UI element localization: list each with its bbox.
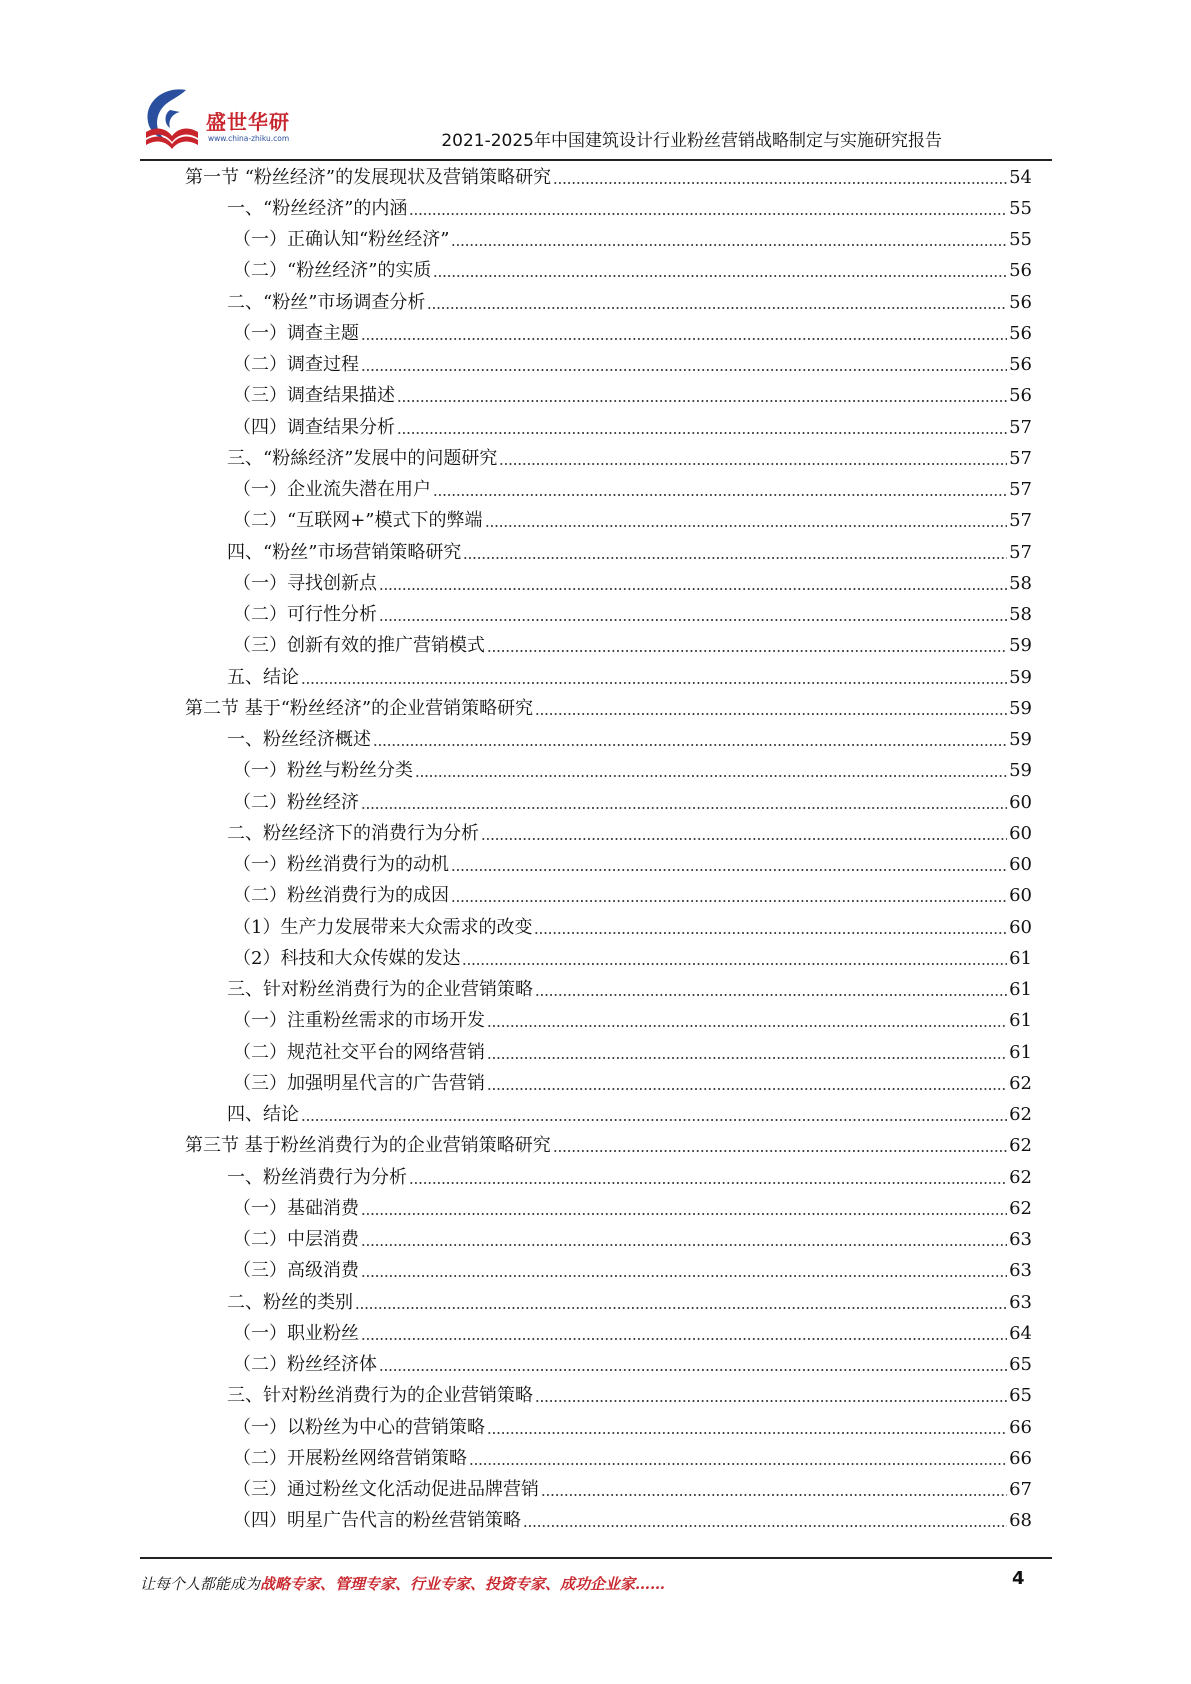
toc-entry-page: 60 <box>1009 885 1032 907</box>
toc-entry-title: （一）寻找创新点 <box>233 572 377 594</box>
toc-dot-leader <box>462 952 1007 966</box>
report-title: 2021-2025年中国建筑设计行业粉丝营销战略制定与实施研究报告 <box>441 131 942 151</box>
toc-entry-page: 57 <box>1009 447 1032 469</box>
toc-entry[interactable] <box>185 1506 1032 1537</box>
toc-entry-title: （三）调查结果描述 <box>233 385 395 407</box>
company-logo <box>140 84 310 154</box>
footer-slogan-highlight: 战略专家、管理专家、行业专家、投资专家、成功企业家…… <box>260 1575 666 1593</box>
toc-dot-leader <box>523 1514 1007 1528</box>
toc-entry[interactable] <box>185 881 1032 912</box>
footer-slogan-prefix: 让每个人都能成为 <box>140 1575 261 1593</box>
toc-entry-page: 60 <box>1009 916 1032 938</box>
toc-entry-title: （2）科技和大众传媒的发达 <box>233 947 461 969</box>
toc-entry-page: 56 <box>1009 385 1032 407</box>
toc-entry-page: 67 <box>1009 1479 1032 1501</box>
toc-entry-title: （二）粉丝经济 <box>233 791 359 813</box>
toc-entry[interactable] <box>185 1068 1032 1099</box>
toc-entry-title: 二、粉丝经济下的消费行为分析 <box>227 822 479 844</box>
logo-emblem-icon <box>140 84 206 154</box>
toc-entry-page: 57 <box>1009 416 1032 438</box>
toc-entry-page: 60 <box>1009 822 1032 844</box>
toc-entry-page: 55 <box>1009 229 1032 251</box>
toc-entry-title: （四）调查结果分析 <box>233 416 395 438</box>
toc-entry-title: 四、“粉丝”市场营销策略研究 <box>227 541 462 563</box>
toc-entry-page: 55 <box>1009 197 1032 219</box>
toc-dot-leader <box>379 608 1007 622</box>
toc-entry-page: 62 <box>1009 1197 1032 1219</box>
toc-dot-leader <box>485 514 1008 528</box>
toc-entry[interactable] <box>185 1318 1032 1349</box>
toc-entry-title: （二）“互联网+”模式下的弊端 <box>233 510 483 532</box>
toc-entry-title: 一、粉丝消费行为分析 <box>227 1166 407 1188</box>
toc-entry-title: （二）可行性分析 <box>233 604 377 626</box>
toc-entry-title: （二）粉丝经济体 <box>233 1354 377 1376</box>
toc-dot-leader <box>487 1421 1007 1435</box>
toc-entry-page: 62 <box>1009 1135 1032 1157</box>
toc-dot-leader <box>487 1077 1007 1091</box>
toc-entry[interactable] <box>185 193 1032 224</box>
toc-entry[interactable] <box>185 475 1032 506</box>
toc-entry[interactable] <box>185 1412 1032 1443</box>
toc-entry-title: （三）通过粉丝文化活动促进品牌营销 <box>233 1479 539 1501</box>
toc-dot-leader <box>361 1233 1007 1247</box>
toc-dot-leader <box>397 389 1007 403</box>
toc-entry[interactable] <box>185 287 1032 318</box>
toc-dot-leader <box>469 1452 1007 1466</box>
toc-dot-leader <box>379 1358 1007 1372</box>
toc-entry-page: 63 <box>1009 1291 1032 1313</box>
toc-entry[interactable] <box>185 850 1032 881</box>
toc-entry[interactable] <box>185 1162 1032 1193</box>
toc-entry-page: 59 <box>1009 729 1032 751</box>
table-of-contents <box>185 162 1032 1537</box>
toc-entry-page: 59 <box>1009 760 1032 782</box>
toc-entry[interactable] <box>185 818 1032 849</box>
toc-entry[interactable] <box>185 1037 1032 1068</box>
toc-entry[interactable] <box>185 600 1032 631</box>
toc-entry-title: 二、“粉丝”市场调查分析 <box>227 291 426 313</box>
toc-entry[interactable] <box>185 1287 1032 1318</box>
toc-entry-title: （一）基础消费 <box>233 1197 359 1219</box>
toc-entry-page: 62 <box>1009 1072 1032 1094</box>
toc-entry[interactable] <box>185 568 1032 599</box>
footer-slogan <box>140 1573 665 1594</box>
toc-dot-leader <box>535 983 1007 997</box>
toc-entry-title: 第三节 基于粉丝消费行为的企业营销策略研究 <box>185 1135 551 1157</box>
toc-entry[interactable] <box>185 693 1032 724</box>
toc-entry[interactable] <box>185 225 1032 256</box>
toc-entry-title: （一）粉丝与粉丝分类 <box>233 760 413 782</box>
toc-dot-leader <box>553 171 1007 185</box>
toc-entry-page: 56 <box>1009 260 1032 282</box>
toc-entry-title: 一、粉丝经济概述 <box>227 729 371 751</box>
toc-entry[interactable] <box>185 756 1032 787</box>
toc-entry[interactable] <box>185 381 1032 412</box>
toc-entry-page: 59 <box>1009 666 1032 688</box>
toc-dot-leader <box>433 264 1007 278</box>
toc-entry-title: （二）中层消费 <box>233 1229 359 1251</box>
toc-dot-leader <box>499 452 1007 466</box>
toc-dot-leader <box>541 1483 1007 1497</box>
toc-entry[interactable] <box>185 1225 1032 1256</box>
toc-entry-title: （一）调查主题 <box>233 322 359 344</box>
toc-entry-page: 56 <box>1009 322 1032 344</box>
toc-entry[interactable] <box>185 350 1032 381</box>
header-divider <box>140 159 1052 161</box>
toc-entry[interactable] <box>185 537 1032 568</box>
toc-dot-leader <box>355 1296 1007 1310</box>
toc-entry-page: 59 <box>1009 635 1032 657</box>
toc-entry-page: 59 <box>1009 697 1032 719</box>
toc-entry[interactable] <box>185 412 1032 443</box>
toc-entry-page: 57 <box>1009 541 1032 563</box>
toc-entry[interactable] <box>185 1006 1032 1037</box>
toc-dot-leader <box>361 796 1007 810</box>
toc-entry-title: （1）生产力发展带来大众需求的改变 <box>233 916 533 938</box>
toc-entry-page: 63 <box>1009 1229 1032 1251</box>
toc-entry-page: 54 <box>1009 166 1032 188</box>
toc-entry[interactable] <box>185 1350 1032 1381</box>
toc-entry-title: 三、“粉絲经济”发展中的问题研究 <box>227 447 498 469</box>
toc-entry[interactable] <box>185 1256 1032 1287</box>
toc-dot-leader <box>433 483 1007 497</box>
toc-entry-page: 60 <box>1009 791 1032 813</box>
toc-entry[interactable] <box>185 1475 1032 1506</box>
toc-entry-title: （一）职业粉丝 <box>233 1322 359 1344</box>
toc-entry[interactable] <box>185 506 1032 537</box>
toc-entry[interactable] <box>185 162 1032 193</box>
page-header <box>140 80 1052 158</box>
toc-entry[interactable] <box>185 318 1032 349</box>
toc-entry-page: 57 <box>1009 510 1032 532</box>
toc-dot-leader <box>409 202 1007 216</box>
toc-entry-page: 60 <box>1009 854 1032 876</box>
toc-entry[interactable] <box>185 912 1032 943</box>
toc-dot-leader <box>535 702 1007 716</box>
toc-entry-page: 65 <box>1009 1354 1032 1376</box>
toc-dot-leader <box>361 1264 1007 1278</box>
toc-entry[interactable] <box>185 631 1032 662</box>
toc-entry-title: （一）粉丝消费行为的动机 <box>233 854 449 876</box>
toc-entry-page: 61 <box>1009 947 1032 969</box>
toc-entry-page: 62 <box>1009 1104 1032 1126</box>
toc-entry-title: （一）以粉丝为中心的营销策略 <box>233 1416 485 1438</box>
toc-entry[interactable] <box>185 1193 1032 1224</box>
toc-entry[interactable] <box>185 1381 1032 1412</box>
toc-entry-title: 四、结论 <box>227 1104 299 1126</box>
toc-dot-leader <box>553 1139 1007 1153</box>
toc-dot-leader <box>415 764 1007 778</box>
toc-dot-leader <box>487 639 1007 653</box>
toc-entry-title: （四）明星广告代言的粉丝营销策略 <box>233 1510 521 1532</box>
toc-dot-leader <box>361 327 1007 341</box>
toc-entry-page: 62 <box>1009 1166 1032 1188</box>
toc-dot-leader <box>373 733 1007 747</box>
toc-dot-leader <box>451 858 1007 872</box>
toc-dot-leader <box>535 1389 1007 1403</box>
toc-entry-page: 58 <box>1009 604 1032 626</box>
toc-dot-leader <box>379 577 1007 591</box>
toc-entry-title: 五、结论 <box>227 666 299 688</box>
toc-entry-title: （一）注重粉丝需求的市场开发 <box>233 1010 485 1032</box>
toc-entry-title: （一）企业流失潜在用户 <box>233 479 431 501</box>
toc-dot-leader <box>451 889 1007 903</box>
toc-entry-title: （二）调查过程 <box>233 354 359 376</box>
toc-entry-title: （二）粉丝消费行为的成因 <box>233 885 449 907</box>
toc-dot-leader <box>487 1046 1007 1060</box>
toc-entry[interactable] <box>185 1100 1032 1131</box>
toc-entry-title: （二）规范社交平台的网络营销 <box>233 1041 485 1063</box>
toc-entry[interactable] <box>185 662 1032 693</box>
toc-entry-page: 58 <box>1009 572 1032 594</box>
toc-dot-leader <box>451 233 1007 247</box>
toc-entry-page: 61 <box>1009 979 1032 1001</box>
page-number: 4 <box>1012 1568 1025 1589</box>
toc-entry-page: 66 <box>1009 1416 1032 1438</box>
toc-entry-page: 65 <box>1009 1385 1032 1407</box>
toc-entry-title: （二）“粉丝经济”的实质 <box>233 260 432 282</box>
toc-dot-leader <box>481 827 1007 841</box>
toc-dot-leader <box>427 296 1007 310</box>
toc-entry-title: 二、粉丝的类别 <box>227 1291 353 1313</box>
toc-entry-page: 61 <box>1009 1041 1032 1063</box>
toc-entry[interactable] <box>185 725 1032 756</box>
toc-entry-title: 第一节 “粉丝经济”的发展现状及营销策略研究 <box>185 166 552 188</box>
toc-dot-leader <box>301 1108 1007 1122</box>
toc-entry-title: （三）创新有效的推广营销模式 <box>233 635 485 657</box>
toc-entry[interactable] <box>185 787 1032 818</box>
logo-url: www.china-zhiku.com <box>208 134 290 143</box>
toc-entry-title: （三）加强明星代言的广告营销 <box>233 1072 485 1094</box>
toc-entry[interactable] <box>185 443 1032 474</box>
toc-entry-title: （三）高级消费 <box>233 1260 359 1282</box>
toc-entry-page: 57 <box>1009 479 1032 501</box>
toc-entry-title: （二）开展粉丝网络营销策略 <box>233 1447 467 1469</box>
toc-dot-leader <box>301 671 1007 685</box>
toc-dot-leader <box>361 358 1007 372</box>
toc-entry-title: 三、针对粉丝消费行为的企业营销策略 <box>227 979 533 1001</box>
toc-entry[interactable] <box>185 256 1032 287</box>
toc-entry-title: 三、针对粉丝消费行为的企业营销策略 <box>227 1385 533 1407</box>
toc-dot-leader <box>361 1202 1007 1216</box>
toc-entry-page: 64 <box>1009 1322 1032 1344</box>
toc-entry-page: 56 <box>1009 354 1032 376</box>
toc-dot-leader <box>409 1171 1007 1185</box>
toc-entry-page: 63 <box>1009 1260 1032 1282</box>
toc-dot-leader <box>487 1014 1007 1028</box>
toc-entry-title: （一）正确认知“粉丝经济” <box>233 229 450 251</box>
logo-name: 盛世华研 <box>206 110 290 134</box>
toc-entry[interactable] <box>185 1443 1032 1474</box>
toc-entry-page: 68 <box>1009 1510 1032 1532</box>
toc-entry[interactable] <box>185 943 1032 974</box>
toc-dot-leader <box>534 921 1007 935</box>
toc-entry[interactable] <box>185 1131 1032 1162</box>
toc-dot-leader <box>361 1327 1007 1341</box>
toc-entry-page: 56 <box>1009 291 1032 313</box>
toc-entry-page: 66 <box>1009 1447 1032 1469</box>
toc-entry-title: 一、“粉丝经济”的内涵 <box>227 197 408 219</box>
toc-entry[interactable] <box>185 975 1032 1006</box>
toc-entry-title: 第二节 基于“粉丝经济”的企业营销策略研究 <box>185 697 534 719</box>
toc-dot-leader <box>463 546 1007 560</box>
footer-divider <box>140 1557 1052 1559</box>
toc-dot-leader <box>397 421 1007 435</box>
toc-entry-page: 61 <box>1009 1010 1032 1032</box>
